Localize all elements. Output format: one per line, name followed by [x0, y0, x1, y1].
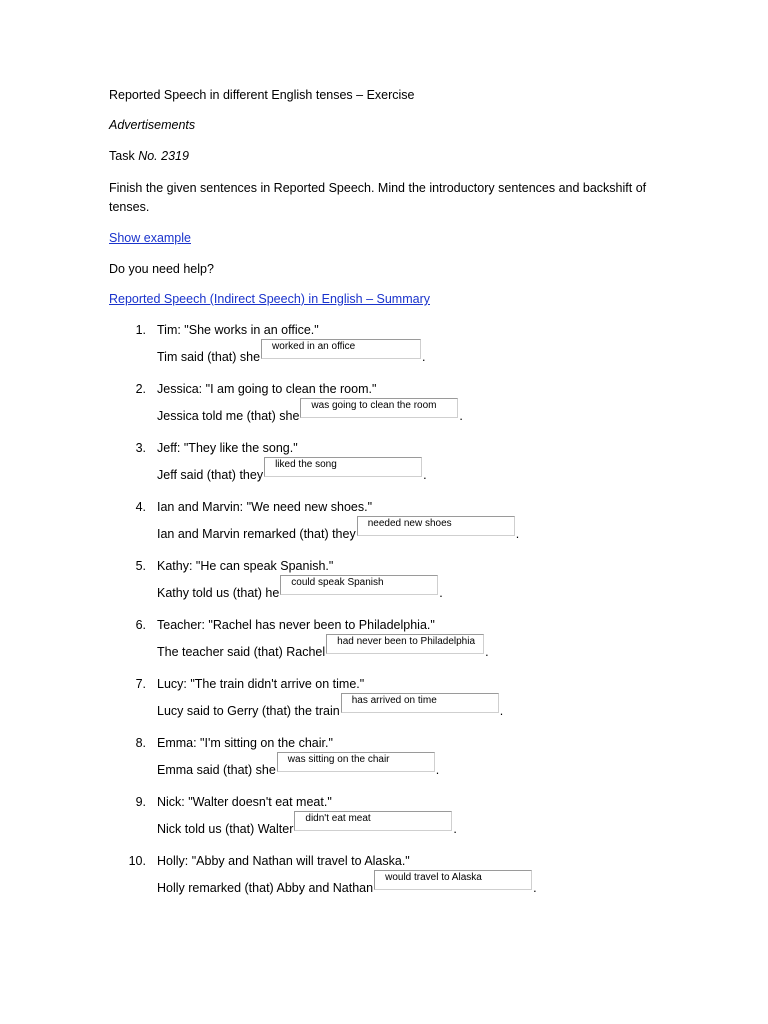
exercise-intro: Holly remarked (that) Abby and Nathan: [157, 881, 374, 895]
exercise-number: 5.: [135, 559, 146, 573]
exercise-answer-line: [157, 637, 489, 661]
page-title: Reported Speech in different English tenses – Exercise: [109, 88, 415, 102]
exercise-answer-line: [157, 401, 463, 425]
sentence-period: .: [515, 527, 520, 541]
exercise-item: [0, 558, 768, 608]
sentence-period: .: [453, 822, 457, 836]
exercise-quote: Kathy: "He can speak Spanish.": [157, 559, 334, 573]
summary-link[interactable]: Reported Speech (Indirect Speech) in English – Summary: [109, 292, 430, 306]
exercise-item: [0, 794, 768, 844]
exercise-answer-line: [157, 460, 427, 484]
task-label: Task: [109, 149, 139, 163]
exercise-answer-line: [157, 696, 503, 720]
sentence-period: .: [533, 881, 537, 895]
exercise-number: 2.: [135, 382, 146, 396]
exercise-intro: Kathy told us (that) he: [157, 586, 280, 600]
exercise-answer-line: [157, 873, 537, 897]
exercise-quote: Lucy: "The train didn't arrive on time.": [157, 677, 365, 691]
exercise-number: 1.: [135, 323, 146, 337]
exercise-item: [0, 853, 768, 903]
help-question: Do you need help?: [109, 262, 214, 276]
exercise-number: 6.: [135, 618, 146, 632]
exercise-item: [0, 322, 768, 372]
exercise-quote: Tim: "She works in an office.": [157, 323, 319, 337]
exercise-number: 9.: [135, 795, 146, 809]
answer-input[interactable]: needed new shoes: [357, 516, 515, 536]
answer-input[interactable]: liked the song: [264, 457, 422, 477]
answer-input[interactable]: worked in an office: [261, 339, 421, 359]
exercise-quote: Nick: "Walter doesn't eat meat.": [157, 795, 332, 809]
exercise-item: [0, 676, 768, 726]
exercise-quote: Jessica: "I am going to clean the room.": [157, 382, 377, 396]
exercise-item: [0, 381, 768, 431]
exercise-item: [0, 440, 768, 490]
exercise-quote: Jeff: "They like the song.": [157, 441, 298, 455]
exercise-quote: Holly: "Abby and Nathan will travel to Alaska.": [157, 854, 410, 868]
exercise-intro: Lucy said to Gerry (that) the train: [157, 704, 340, 718]
exercise-item: [0, 735, 768, 785]
exercise-intro: Tim said (that) she: [157, 350, 261, 364]
exercise-intro: Emma said (that) she: [157, 763, 276, 777]
sentence-period: .: [423, 468, 427, 482]
sentence-period: .: [485, 645, 489, 659]
exercise-answer-line: [157, 519, 519, 543]
exercise-number: 7.: [135, 677, 146, 691]
sentence-period: .: [499, 704, 504, 718]
exercise-intro: The teacher said (that) Rachel: [157, 645, 326, 659]
exercise-intro: Jessica told me (that) she: [157, 409, 300, 423]
sentence-period: .: [439, 586, 443, 600]
sentence-period: .: [435, 763, 440, 777]
task-number: No. 2319: [138, 149, 189, 163]
answer-input[interactable]: had never been to Philadelphia: [326, 634, 484, 654]
exercise-number: 3.: [135, 441, 146, 455]
exercise-item: [0, 617, 768, 667]
sentence-period: .: [459, 409, 463, 423]
exercise-quote: Teacher: "Rachel has never been to Philadelphia.": [157, 618, 435, 632]
exercise-quote: Ian and Marvin: "We need new shoes.": [157, 500, 373, 514]
sentence-period: .: [422, 350, 426, 364]
exercise-intro: Nick told us (that) Walter: [157, 822, 294, 836]
instructions-text: Finish the given sentences in Reported Speech. Mind the introductory sentences and backshift of tenses.: [109, 181, 647, 214]
answer-input[interactable]: didn't eat meat: [294, 811, 452, 831]
exercise-item: [0, 499, 768, 549]
answer-input[interactable]: was going to clean the room: [300, 398, 458, 418]
advertisements-label: Advertisements: [109, 118, 196, 132]
exercise-answer-line: [157, 814, 457, 838]
exercise-answer-line: [157, 578, 443, 602]
exercise-answer-line: [157, 755, 439, 779]
show-example-link[interactable]: Show example: [109, 231, 191, 245]
exercise-intro: Ian and Marvin remarked (that) they: [157, 527, 356, 541]
answer-input[interactable]: could speak Spanish: [280, 575, 438, 595]
answer-input[interactable]: would travel to Alaska: [374, 870, 532, 890]
task-heading: [109, 148, 189, 164]
exercise-number: 8.: [135, 736, 146, 750]
answer-input[interactable]: was sitting on the chair: [277, 752, 435, 772]
exercise-answer-line: [157, 342, 426, 366]
exercise-number: 10.: [128, 854, 146, 868]
exercise-intro: Jeff said (that) they: [157, 468, 264, 482]
answer-input[interactable]: has arrived on time: [341, 693, 499, 713]
exercise-quote: Emma: "I'm sitting on the chair.": [157, 736, 333, 750]
exercise-number: 4.: [135, 500, 146, 514]
